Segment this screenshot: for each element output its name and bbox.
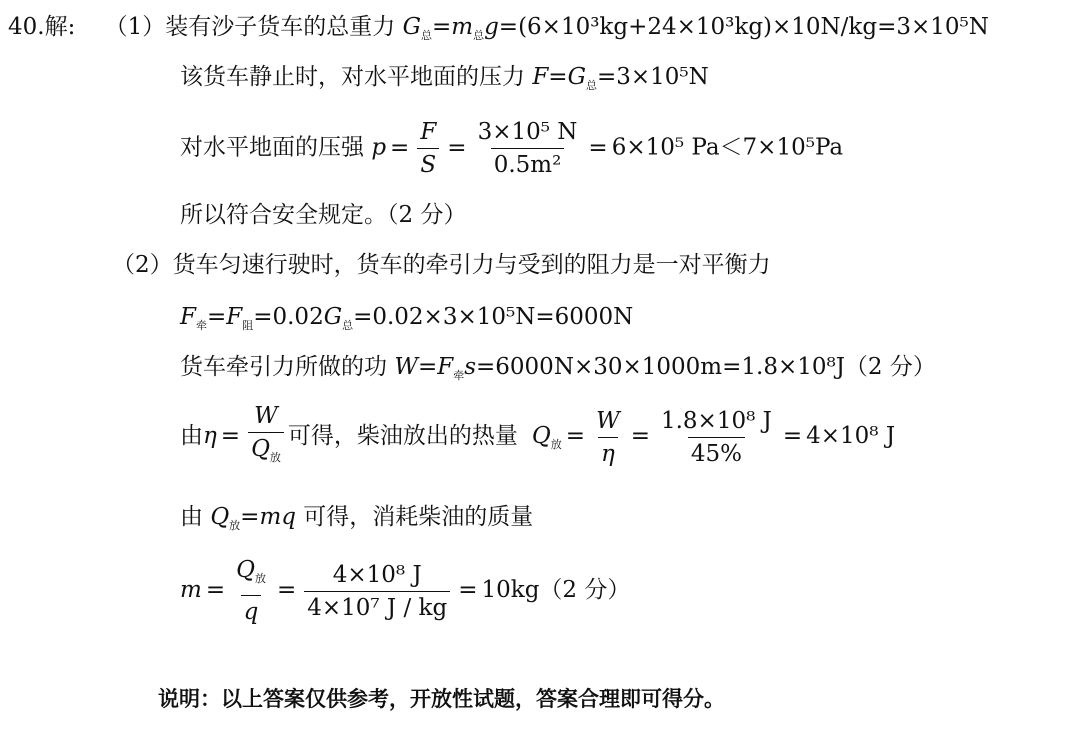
symbol-p: p bbox=[371, 134, 387, 161]
part2-line2-formula: =0.02 bbox=[253, 304, 324, 330]
frac-den-area: 0.5m² bbox=[491, 148, 565, 179]
part2-line1 bbox=[112, 250, 771, 280]
frac-num-work: 1.8×10⁸ J bbox=[660, 407, 772, 434]
part1-line1-text: 装有沙子货车的总重力 bbox=[165, 14, 403, 40]
part2-line3: 货车牵引力所做的功 $W=F_牵s=6000N\times 30\times 1000m=1.8\times 10^8J(2$ 分） bbox=[180, 354, 936, 382]
symbol-Q: Q bbox=[210, 504, 230, 530]
part1-line3-text: 对水平地面的压强 bbox=[180, 134, 372, 161]
symbol-m: m bbox=[180, 577, 202, 603]
sub-pull: 牵 bbox=[195, 319, 207, 332]
part1-line4 bbox=[180, 200, 466, 230]
part2-line5-text: 可得，消耗柴油的质量 bbox=[295, 504, 534, 530]
part1-line2: 该货车静止时，对水平地面的压力 $F=G_总=3\times 10^5N$ bbox=[180, 64, 709, 92]
symbol-g: g bbox=[484, 14, 499, 40]
fraction-Q-over-q bbox=[233, 556, 269, 626]
mass-result: 10kg bbox=[481, 577, 540, 603]
frac-num-Q: $Q_放$ bbox=[236, 557, 266, 585]
symbol-s: s bbox=[464, 354, 477, 380]
part1-line3: 对水平地面的压强 p = $\frac{F}{S}$ = $\frac{\text{3×10⁵ N}}{\text{0.5m²}}$ = 6×10⁵ Pa＜7×10⁵Pa bbox=[180, 119, 844, 178]
frac-num-heat: 4×10⁸ J bbox=[332, 561, 422, 588]
pressure-result: 6×10⁵ Pa bbox=[611, 134, 720, 161]
part2-line4-mid: 可得，柴油放出的热量 bbox=[287, 423, 518, 449]
part2-line3-tail: =6000N×30×1000m=1.8×10⁸J（2 分） bbox=[476, 354, 936, 380]
frac-num-W: W bbox=[596, 407, 620, 434]
sub-total: 总 bbox=[342, 319, 354, 332]
frac-den-heat-value: 4×10⁷ J / kg bbox=[304, 591, 450, 622]
part2-line5 bbox=[180, 502, 533, 541]
sub-pull: 牵 bbox=[453, 369, 465, 382]
part2-line2-tail: =0.02×3×10⁵N=6000N bbox=[353, 304, 634, 330]
symbol-G: G bbox=[323, 304, 343, 330]
symbol-eta: η bbox=[203, 423, 217, 449]
part2-line4: 由η = $\frac{W}{Q_放}$ 可得，柴油放出的热量 $Q_放$ = $\frac{W}{\eta}$ = $\frac{\text{1.8×10⁸ J}}{45\%}$ = 4×10⁸ J bbox=[180, 402, 895, 472]
frac-den-q: q bbox=[241, 595, 262, 626]
pressure-compare: ＜7×10⁵Pa bbox=[719, 134, 844, 161]
part2-tag: （2） bbox=[112, 252, 173, 278]
part2-score: （2 分） bbox=[539, 577, 631, 603]
part2-line6: m = $\frac{Q_放}{q}$ = $\frac{\text{4×10⁸ J}}{\text{4×10⁷ J / kg}}$ = 10kg（2 分） bbox=[180, 557, 631, 625]
heat-result: 4×10⁸ J bbox=[806, 423, 896, 449]
sub-total: 总 bbox=[420, 29, 432, 42]
frac-num-force: 3×10⁵ N bbox=[477, 119, 578, 145]
part1-line2-text: 该货车静止时，对水平地面的压力 bbox=[180, 64, 533, 90]
part2-line1-text: 货车匀速行驶时，货车的牵引力与受到的阻力是一对平衡力 bbox=[172, 252, 771, 278]
part2-line5-formula: =mq bbox=[240, 504, 296, 530]
symbol-Q: Q bbox=[531, 423, 551, 449]
part2-line2: $F_牵=F_阻=0.02G_总=0.02\times 3\times 10^5N=6000N$ bbox=[180, 304, 634, 332]
symbol-G: G bbox=[402, 14, 421, 40]
part2-line3-text: 货车牵引力所做的功 bbox=[180, 354, 395, 380]
symbol-F: F bbox=[180, 304, 196, 330]
part2-line5-prefix: 由 bbox=[180, 504, 211, 530]
sub-release: 放 bbox=[229, 519, 241, 532]
frac-num-F: F bbox=[420, 119, 437, 145]
footer-note bbox=[158, 684, 725, 714]
part1-line2-formula: =3×10⁵N bbox=[596, 64, 709, 90]
part1-conclusion: 所以符合安全规定。（2 分） bbox=[180, 202, 467, 228]
sub-total: 总 bbox=[473, 29, 485, 42]
symbol-W: W bbox=[394, 354, 418, 380]
problem-number: 40.解: bbox=[8, 14, 76, 40]
frac-num-W: W bbox=[254, 403, 278, 429]
frac-den-efficiency: 45% bbox=[688, 437, 745, 468]
part1-tag: （1） bbox=[104, 14, 166, 40]
symbol-F: F bbox=[226, 304, 243, 330]
frac-den-S: S bbox=[417, 148, 439, 179]
footer-note-text: 说明：以上答案仅供参考，开放性试题，答案合理即可得分。 bbox=[158, 687, 725, 711]
fraction-W-over-Q bbox=[248, 402, 284, 472]
fraction-mass-values bbox=[304, 561, 450, 622]
part1-line1-formula: =(6×10³kg+24×10³kg)×10N/kg=3×10⁵N bbox=[498, 14, 989, 40]
sub-release: 放 bbox=[550, 438, 562, 451]
symbol-m: m bbox=[451, 14, 474, 40]
fraction-W-over-eta bbox=[593, 407, 623, 468]
fraction-pressure-values bbox=[475, 118, 581, 179]
part2-line4-prefix: 由 bbox=[180, 423, 203, 449]
symbol-G: G bbox=[567, 64, 586, 90]
symbol-F: F bbox=[532, 64, 549, 90]
frac-den-Q: $Q_放$ bbox=[248, 432, 284, 472]
frac-den-eta: η bbox=[598, 437, 618, 468]
problem-header-line: 40.解: （1）装有沙子货车的总重力 $G_总=m_总g=(6\times 10^3kg+24\times 10^3kg)\times 10N/kg=3\times 10^5N$ bbox=[8, 14, 989, 42]
symbol-F: F bbox=[437, 354, 454, 380]
sub-total: 总 bbox=[585, 79, 597, 92]
fraction-F-over-S bbox=[417, 118, 439, 179]
sub-resist: 阻 bbox=[242, 319, 254, 332]
fraction-heat-values bbox=[658, 407, 775, 468]
